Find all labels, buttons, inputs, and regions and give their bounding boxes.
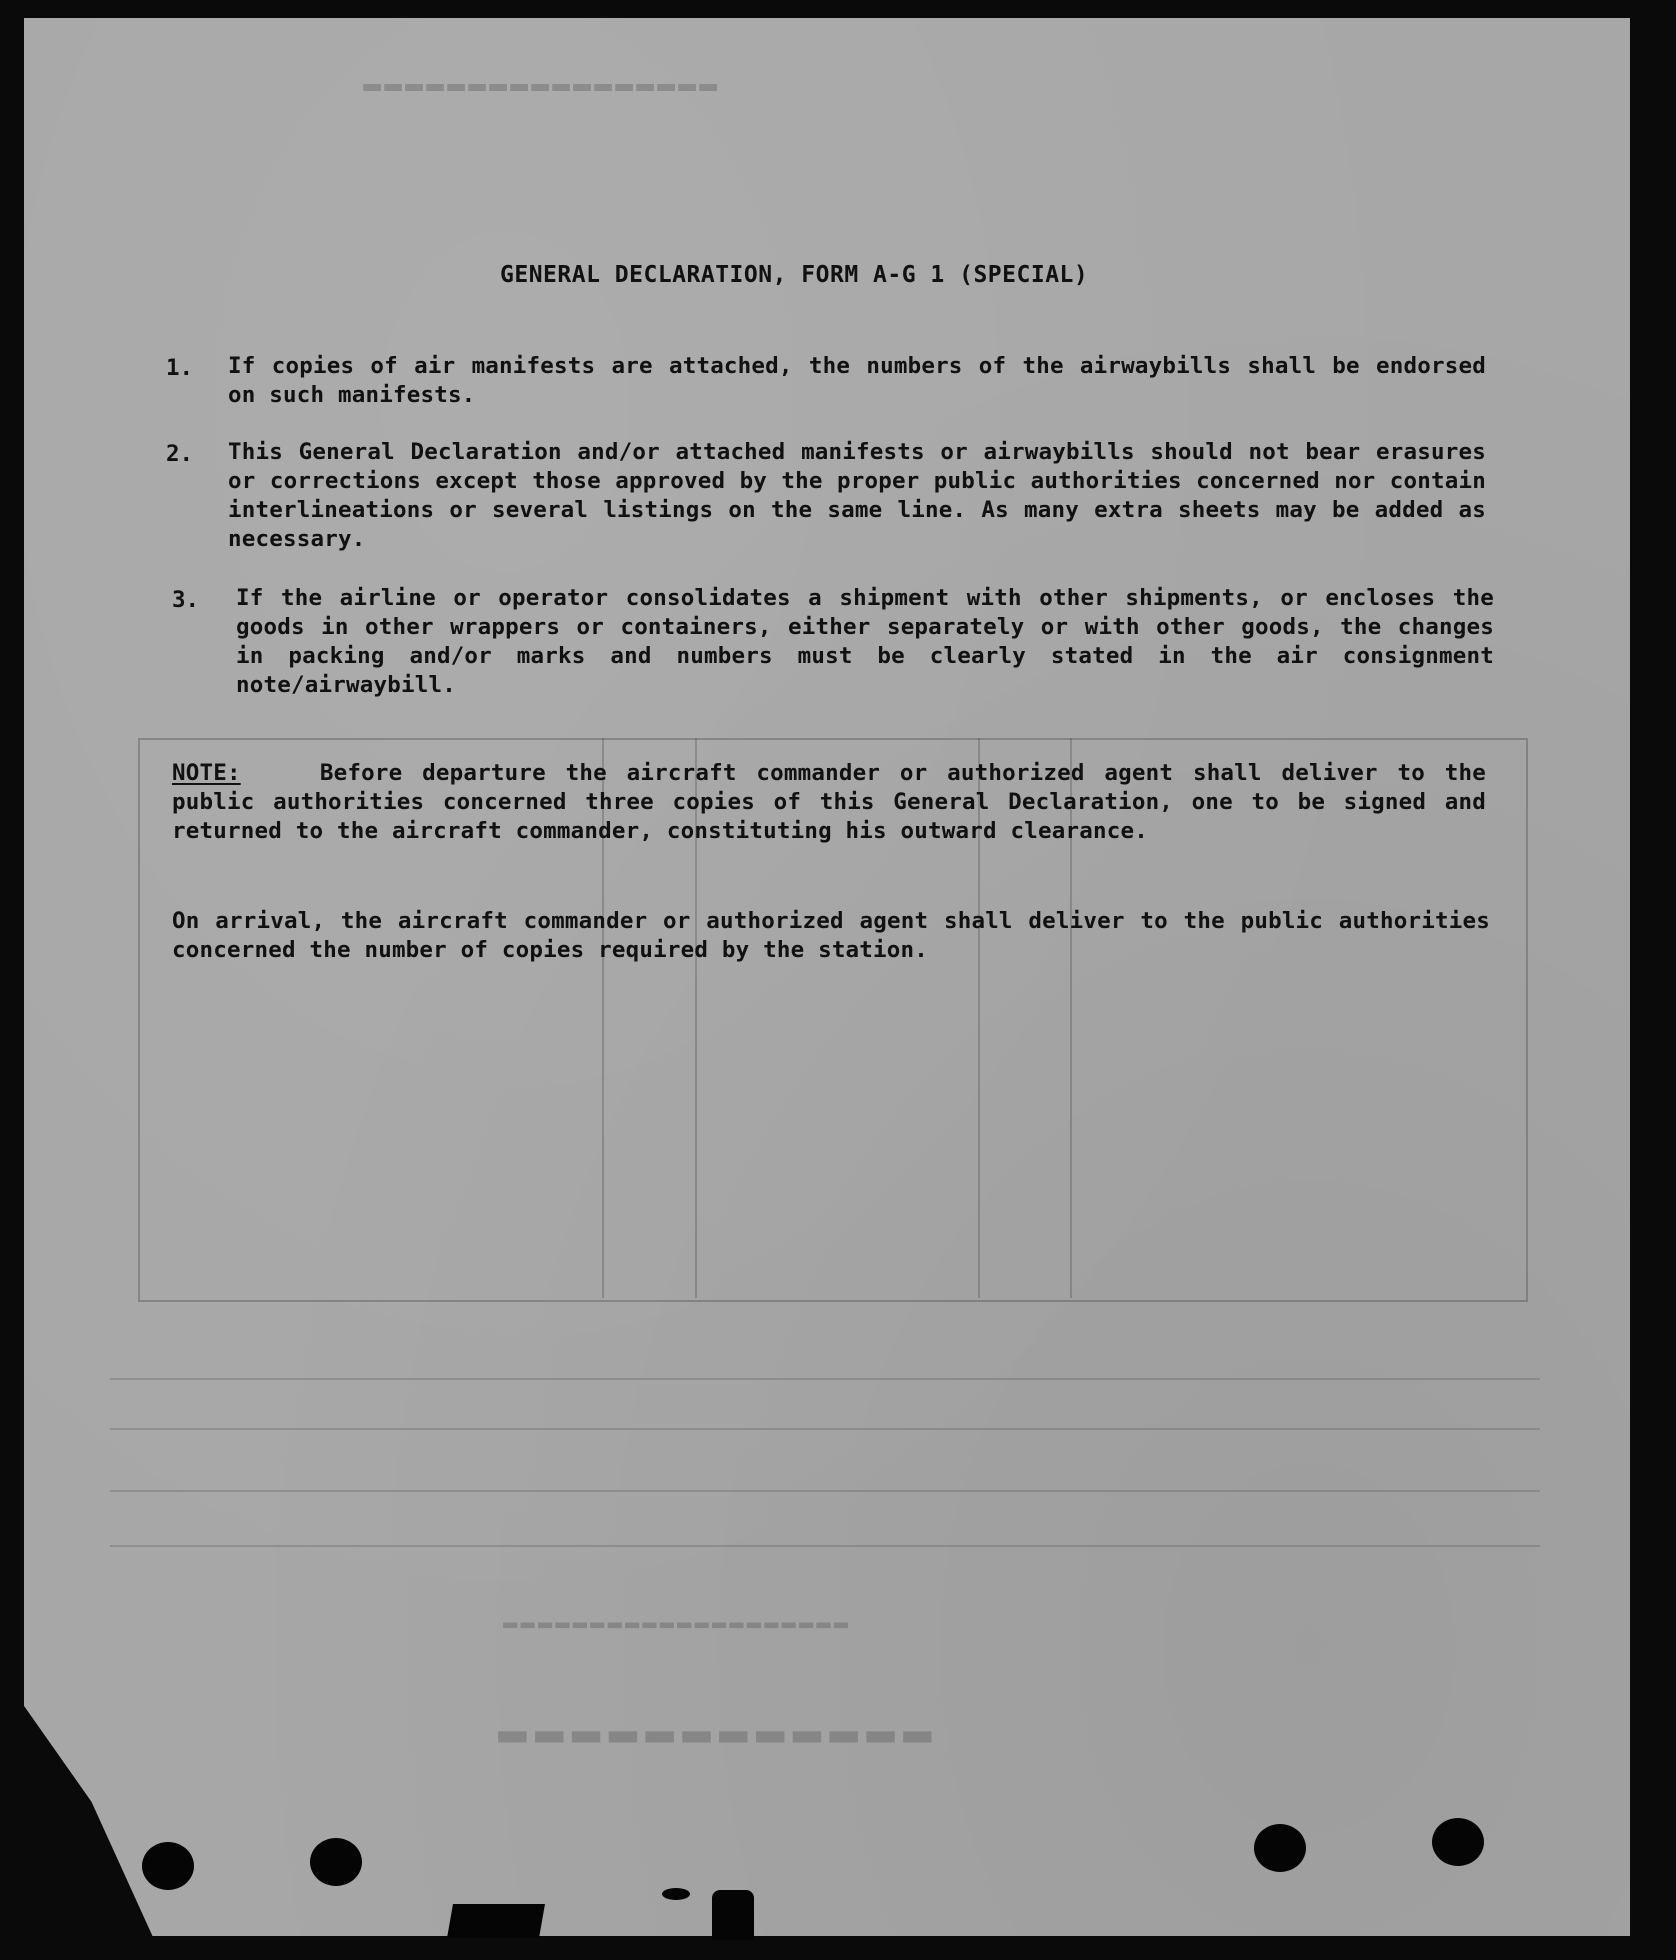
punch-hole (1432, 1818, 1484, 1866)
document-title: GENERAL DECLARATION, FORM A-G 1 (SPECIAL) (500, 262, 1089, 288)
note-label: NOTE: (172, 760, 241, 786)
paper-notch (662, 1888, 690, 1900)
note-paragraph (172, 759, 1486, 846)
show-through-horizontal-rule (110, 1490, 1540, 1492)
punch-hole (310, 1838, 362, 1886)
show-through-text-smear: ▬▬▬▬▬▬▬▬▬▬▬▬▬▬▬▬▬ (360, 68, 718, 102)
show-through-text-smear: ▬▬▬▬▬▬▬▬▬▬▬▬▬▬▬▬▬▬▬▬ (500, 1610, 849, 1637)
show-through-text-smear: ▬▬▬▬▬▬▬▬▬▬▬▬ (490, 1705, 932, 1759)
item-number: 3. (172, 587, 200, 613)
show-through-horizontal-rule (110, 1545, 1540, 1547)
note-text: Before departure the aircraft commander or authorized agent shall deliver to the public authorities concerned three copies of this General Declaration, one to be signed and returned to the aircraft commander, constituting his outward clearance. (172, 760, 1486, 844)
instruction-paragraph-1: If copies of air manifests are attached, the numbers of the airwaybills shall be endorsed on such manifests. (228, 353, 1486, 408)
arrival-paragraph: On arrival, the aircraft commander or authorized agent shall deliver to the public authorities concerned the number of copies required by the station. (172, 908, 1490, 963)
paper-notch (712, 1890, 754, 1940)
instruction-paragraph-3: If the airline or operator consolidates a shipment with other shipments, or encloses the goods in other wrappers or containers, either separately or with other goods, the changes in packing and/or marks and numbers must be clearly stated in the air consignment note/airwaybill. (236, 585, 1494, 698)
show-through-horizontal-rule (110, 1378, 1540, 1380)
show-through-horizontal-rule (110, 1428, 1540, 1430)
punch-hole (142, 1842, 194, 1890)
punch-hole (1254, 1824, 1306, 1872)
item-number: 1. (166, 355, 194, 381)
instruction-paragraph-2: This General Declaration and/or attached manifests or airwaybills should not bear erasures or corrections except those approved by the proper public authorities concerned nor contain interlineations or several listings on the same line. As many extra sheets may be added as necessary. (228, 439, 1486, 552)
paper-notch (447, 1904, 545, 1938)
item-number: 2. (166, 441, 194, 467)
